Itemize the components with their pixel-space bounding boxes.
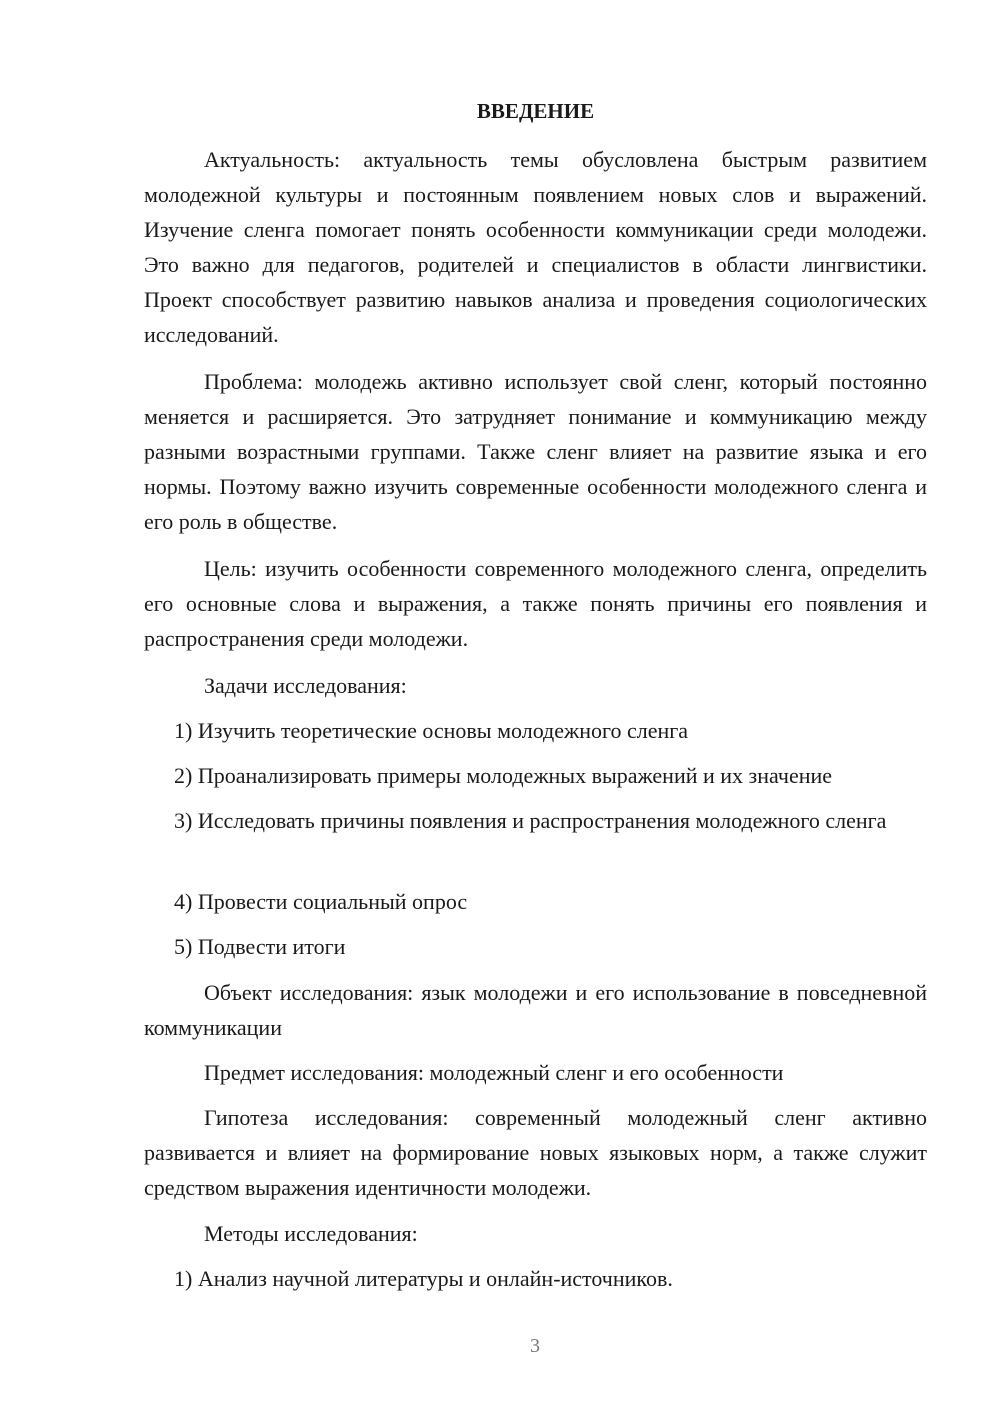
task-item: 4) Провести социальный опрос	[174, 889, 468, 914]
relevance-paragraph: Актуальность: актуальность темы обусловлена быстрым развитием молодежной культуры и постоянным появлением новых слов и выражений. Изучение сленга помогает понять особенности коммуникации среди молодежи. Это важно для педагогов, родителей и специалистов в области лингвистики. Проект способствует развитию навыков анализа и проведения социологических исследований.	[144, 147, 927, 347]
subject-paragraph: Предмет исследования: молодежный сленг и его особенности	[204, 1060, 784, 1085]
tasks-heading: Задачи исследования:	[204, 673, 407, 698]
task-item: 2) Проанализировать примеры молодежных выражений и их значение	[174, 763, 833, 788]
hypothesis-paragraph: Гипотеза исследования: современный молодежный сленг активно развивается и влияет на формирование новых языковых норм, а также служит средством выражения идентичности молодежи.	[144, 1105, 927, 1200]
task-item: 1) Изучить теоретические основы молодежного сленга	[174, 718, 689, 743]
task-item: 3) Исследовать причины появления и распространения молодежного сленга	[174, 808, 887, 833]
page-number: 3	[530, 1335, 540, 1357]
method-item: 1) Анализ научной литературы и онлайн-источников.	[174, 1266, 673, 1291]
goal-paragraph: Цель: изучить особенности современного молодежного сленга, определить его основные слова и выражения, а также понять причины его появления и распространения среди молодежи.	[144, 556, 927, 651]
object-paragraph: Объект исследования: язык молодежи и его использование в повседневной коммуникации	[144, 980, 927, 1040]
page-title: ВВЕДЕНИЕ	[476, 99, 595, 123]
problem-paragraph: Проблема: молодежь активно использует свой сленг, который постоянно меняется и расширяется. Это затрудняет понимание и коммуникацию между разными возрастными группами. Также сленг влияет на развитие языка и его нормы. Поэтому важно изучить современные особенности молодежного сленга и его роль в обществе.	[144, 369, 927, 534]
task-item: 5) Подвести итоги	[174, 934, 346, 959]
methods-heading: Методы исследования:	[204, 1221, 418, 1246]
